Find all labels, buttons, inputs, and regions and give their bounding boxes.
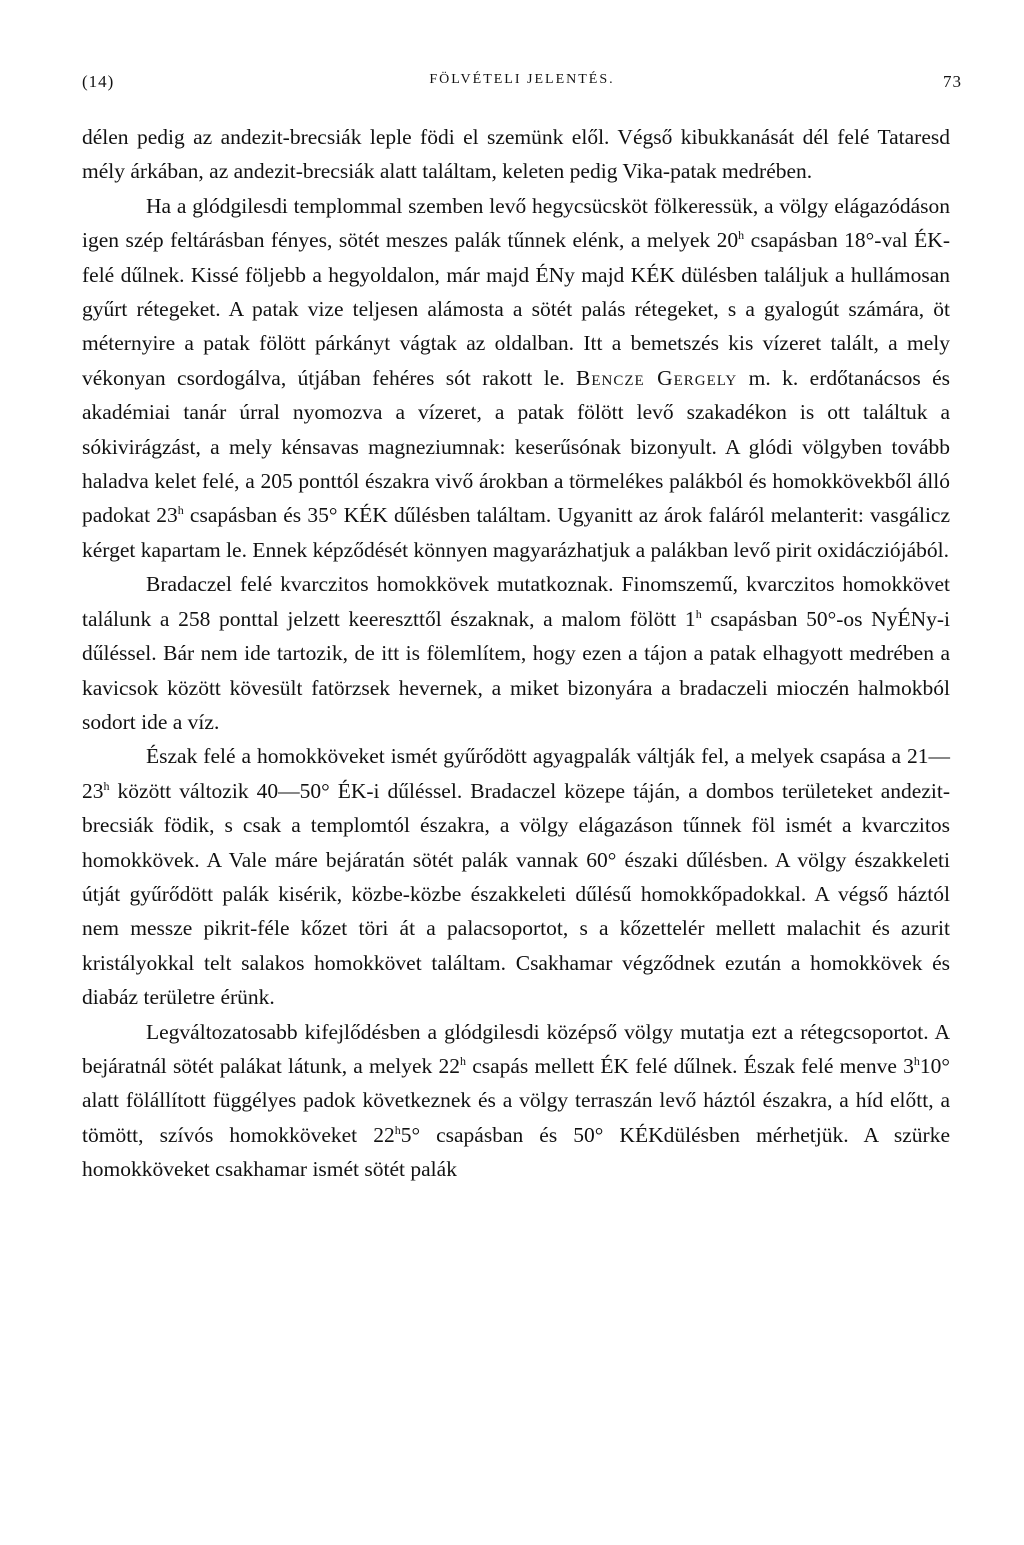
superscript: h [738, 228, 745, 243]
paragraph [82, 739, 950, 1014]
text-run: délen pedig az andezit-brecsiák leple födi el szemünk elől. Végső kibukkanását dél felé Tataresd mély árkában, az andezit-brecsiák alatt találtam, keleten pedig Vika-patak medrében. [82, 125, 950, 184]
paragraph [82, 1015, 950, 1187]
person-name: Bencze Gergely [576, 365, 738, 390]
text-run: csapásban és 35° KÉK dűlésben találtam. Ugyanitt az árok faláról melanterit: vasgálicz kérget kapartam le. Ennek képződését könnyen magyarázhatjuk a palákban levő pirit oxidácziójából. [82, 503, 951, 562]
text-run: 5° csapásban és 50° KÉKdülésben mérhetjük. A szürke homokköveket csakhamar ismét sötét palák [82, 1122, 950, 1182]
body-text [82, 120, 950, 1187]
text-run: között változik 40—50° ÉK-i dűléssel. Bradaczel közepe táján, a dombos területeket andezit-brecsiák födik, s csak a templomtól északra, a völgy elágazáson tűnnek föl ismét a kvarczitos homokkövek. A Vale máre bejáratán sötét palák vannak 60° északi dűlésben. A völgy északkeleti útját gyűrődött palák kisérik, közbe-közbe északkeleti dűlésű homokkőpadokkal. A végső háztól nem messze pikrit-féle kőzet töri át a palacsoportot, s a kőzettelér mellett malachit és azurit kristályokkal telt salakos homokkövet találtam. Csakhamar végződnek ezután a homokkövek és diabáz területre érünk. [82, 778, 950, 1010]
text-run: csapásban 50°-os NyÉNy-i dűléssel. Bár nem ide tartozik, de itt is fölemlítem, hogy ezen a tájon a patak elhagyott medrében a kavicsok között kövesült fatörzsek hevernek, a miket bizonyára a bradaczeli mioczén halmokból sodort ide a víz. [82, 606, 950, 734]
running-header [82, 72, 962, 102]
text-run: Legváltozatosabb kifejlődésben a glódgilesdi középső völgy mutatja ezt a rétegcsoportot. A bejáratnál sötét palákat látunk, a melyek 22 [82, 1019, 950, 1078]
paragraph [82, 120, 950, 189]
page-number: 73 [943, 72, 962, 91]
text-run: csapásban 18°-val ÉK-felé dűlnek. Kissé följebb a hegyoldalon, már majd ÉNy majd KÉK dülésben találjuk a hullámosan gyűrt rétegeket. A patak vize teljesen alámosta a sötét palás rétegeket, s a gyalogút számára, öt méternyire a patak fölött párkányt vágtak az oldalban. Itt a bemetszés kis vízeret talált, a mely vékonyan csordogálva, útjában fehéres sót rakott le. [82, 228, 950, 390]
text-run: 10° alatt fölállított függélyes padok következnek és a völgy terraszán levő háztól északra, a híd előtt, a tömött, szívós homokköveket 22 [82, 1053, 950, 1147]
superscript: h [913, 1053, 920, 1068]
superscript: h [460, 1053, 466, 1068]
superscript: h [695, 606, 702, 621]
text-run: m. k. erdőtanácsos és akadémiai tanár úrral nyomozva a vízeret, a patak fölött levő szakadékon is ott találtuk a sókivirágzást, a mely kénsavas magneziumnak: keserűsónak bizonyult. A glódi völgyben tovább haladva kelet felé, a 205 ponttól északra vivő árokban a törmelékes palákból és homokkövekből álló padokat 23 [82, 365, 950, 528]
text-run: Ha a glódgilesdi templommal szemben levő hegycsücsköt fölkeressük, a völgy elágazódáson igen szép feltárásban fényes, sötét meszes palák tűnnek elénk, a melyek 20 [82, 193, 950, 253]
text-run: Észak felé a homokköveket ismét gyűrődött agyagpalák váltják fel, a melyek csapása a 21—23 [82, 744, 950, 803]
text-run: Bradaczel felé kvarczitos homokkövek mutatkoznak. Finomszemű, kvarczitos homokkövet találunk a 258 ponttal jelzett keereszttől északnak, a malom fölött 1 [82, 572, 950, 631]
page-ref: (14) [82, 72, 115, 91]
superscript: h [177, 503, 184, 518]
superscript: h [394, 1122, 401, 1137]
running-title: FÖLVÉTELI JELENTÉS. [429, 72, 615, 87]
paragraph [82, 567, 950, 739]
superscript: h [103, 778, 110, 793]
paragraph [82, 189, 950, 567]
text-run: csapás mellett ÉK felé dűlnek. Észak felé menve 3 [466, 1053, 914, 1078]
